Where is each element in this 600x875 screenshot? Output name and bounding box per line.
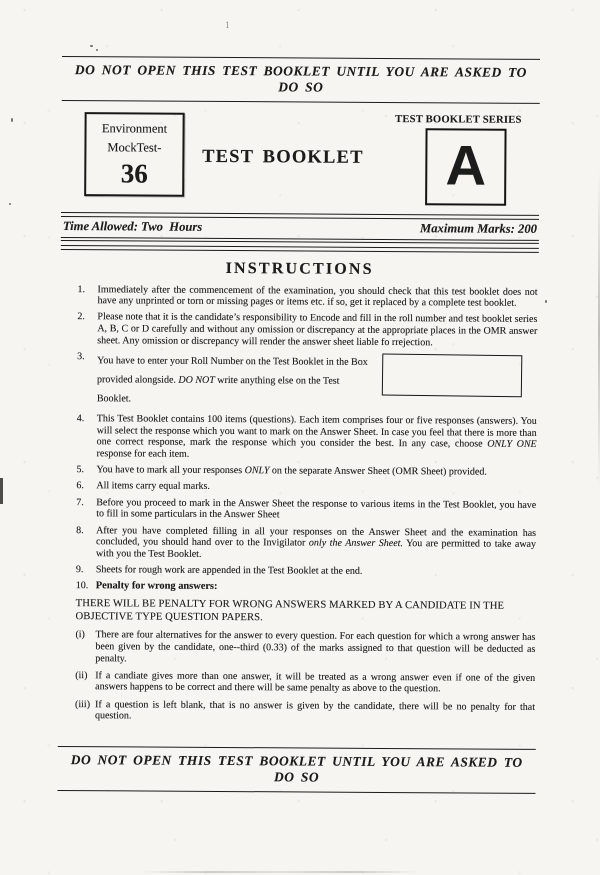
instruction-text: Sheets for rough work are appended in the Test Booklet at the end.: [95, 564, 363, 577]
instruction-text: After you have completed filling in all your responses on the Answer Sheet and the examination has concluded, you should hand over to the Invigilator only the Answer Sheet. You are permitted to take away with you the Test Booklet.: [95, 524, 537, 560]
instruction-number: 2.: [77, 311, 85, 323]
instruction-number: 7.: [76, 496, 84, 508]
instruction-number: 5.: [76, 464, 85, 476]
roll-number-box: [382, 353, 523, 397]
instruction-item: [59, 564, 537, 579]
sub-item-text: There are four alternatives for the answer to every question. For each question for which a wrong answer has been given by the candidate, one--third (0.33) of the marks assigned to that question will be deducted as penalty.: [95, 629, 536, 664]
instruction-item: [59, 580, 537, 595]
instruction-text: All items carry equal marks.: [96, 480, 210, 493]
series-letter-box: [425, 128, 506, 205]
instruction-item: [59, 480, 537, 495]
mock-test-number: 36: [120, 158, 148, 189]
sub-item-marker: (iii): [75, 698, 91, 710]
instruction-item: [60, 351, 538, 411]
scan-speck: [96, 49, 98, 51]
page-content: [58, 56, 540, 794]
instruction-item: [60, 311, 538, 349]
time-allowed: Time Allowed: Two Hours: [62, 218, 203, 234]
sub-item-marker: (i): [75, 629, 85, 641]
instruction-number: 9.: [75, 564, 84, 576]
instruction-number: 10.: [75, 580, 89, 592]
page-number: 1: [225, 20, 230, 30]
penalty-note: THERE WILL BE PENALTY FOR WRONG ANSWERS MARKED BY A CANDIDATE IN THE OBJECTIVE TYPE QUESTION PAPERS.: [75, 598, 505, 624]
sub-item-marker: (ii): [75, 669, 88, 681]
penalty-sub-item: [58, 699, 536, 725]
instruction-number: 8.: [76, 524, 84, 536]
scan-speck: [9, 203, 11, 205]
penalty-heading: Penalty for wrong answers:: [95, 580, 218, 593]
series-block: [381, 114, 540, 206]
penalty-sub-item: [58, 629, 536, 667]
header-row: [61, 112, 540, 206]
instruction-item: [60, 283, 538, 309]
sub-item-text: If a question is left blank, that is no answer is given by the candidate, there will be no penalty for that question.: [94, 698, 536, 722]
page-title: TEST BOOKLET: [202, 146, 364, 168]
instruction-number: 6.: [76, 480, 84, 492]
subject-name: Environment: [101, 121, 168, 136]
instruction-text: [97, 351, 538, 411]
mock-test-label: MockTest-: [107, 140, 162, 155]
subject-box: [84, 112, 185, 197]
instruction-text: Please note that it is the candidate’s responsibility to Encode and fill in the roll number and test booklet series A, B, C or D carefully and without any omission or discrepancy at the appropriate places in the OMR answer sheet. Any omission or discrepancy will render the answer sheet liable fo rrejection.: [97, 311, 538, 349]
instruction-text: You have to mark all your responses ONLY on the separate Answer Sheet (OMR Sheet) provided.: [96, 464, 487, 478]
meta-bar: [61, 212, 539, 252]
scan-speck: [545, 300, 547, 303]
scan-speck: [90, 45, 93, 47]
instructions-heading: INSTRUCTIONS: [225, 259, 374, 278]
series-label: TEST BOOKLET SERIES: [395, 114, 522, 126]
instructions-list: [58, 283, 539, 724]
do-not-open-banner-bottom: DO NOT OPEN THIS TEST BOOKLET UNTIL YOU ARE ASKED TO DO SO: [58, 746, 536, 794]
rule-double: [61, 245, 539, 252]
instruction-text-roll-number: You have to enter your Roll Number on the Test Booklet in the Box provided alongside. DO NOT write anything else on the Test Booklet.: [96, 355, 368, 405]
scan-smudge: [140, 871, 420, 873]
instruction-item: [59, 464, 537, 479]
instruction-item: [59, 524, 537, 562]
do-not-open-banner-top: DO NOT OPEN THIS TEST BOOKLET UNTIL YOU ARE ASKED TO DO SO: [62, 56, 540, 104]
instruction-text: Immediately after the commencement of the examination, you should check that this test booklet does not have any unprinted or torn or missing pages or items etc. if so, get it replaced by a complete test booklet.: [97, 283, 538, 309]
instruction-number: 4.: [76, 413, 85, 425]
scan-edge-artifact: [0, 478, 3, 504]
instruction-number: 3.: [77, 351, 85, 363]
instruction-item: [60, 413, 538, 463]
instruction-text: Before you proceed to mark in the Answer Sheet the response to various items in the Test Booklet, you have to fill in some particulars in the Answer Sheet: [96, 496, 537, 521]
instruction-text: This Test Booklet contains 100 items (questions). Each item comprises four or five responses (answers). You will select the response which you want to mark on the Answer Sheet. In case you feel that there is more than one correct response, mark the response which you consider the best. In any case, choose ONLY ONE response for each item.: [96, 413, 537, 460]
scan-speck: [11, 118, 13, 122]
penalty-sub-item: [58, 670, 536, 696]
sub-item-text: If a candiate gives more than one answer, it will be treated as a wrong answer even if one of the given answers happens to be correct and there will be same penalty as above to the question.: [95, 669, 536, 695]
instruction-item: [59, 497, 537, 523]
instruction-number: 1.: [77, 283, 86, 295]
maximum-marks: Maximum Marks: 200: [420, 220, 537, 236]
series-letter: A: [445, 132, 487, 197]
